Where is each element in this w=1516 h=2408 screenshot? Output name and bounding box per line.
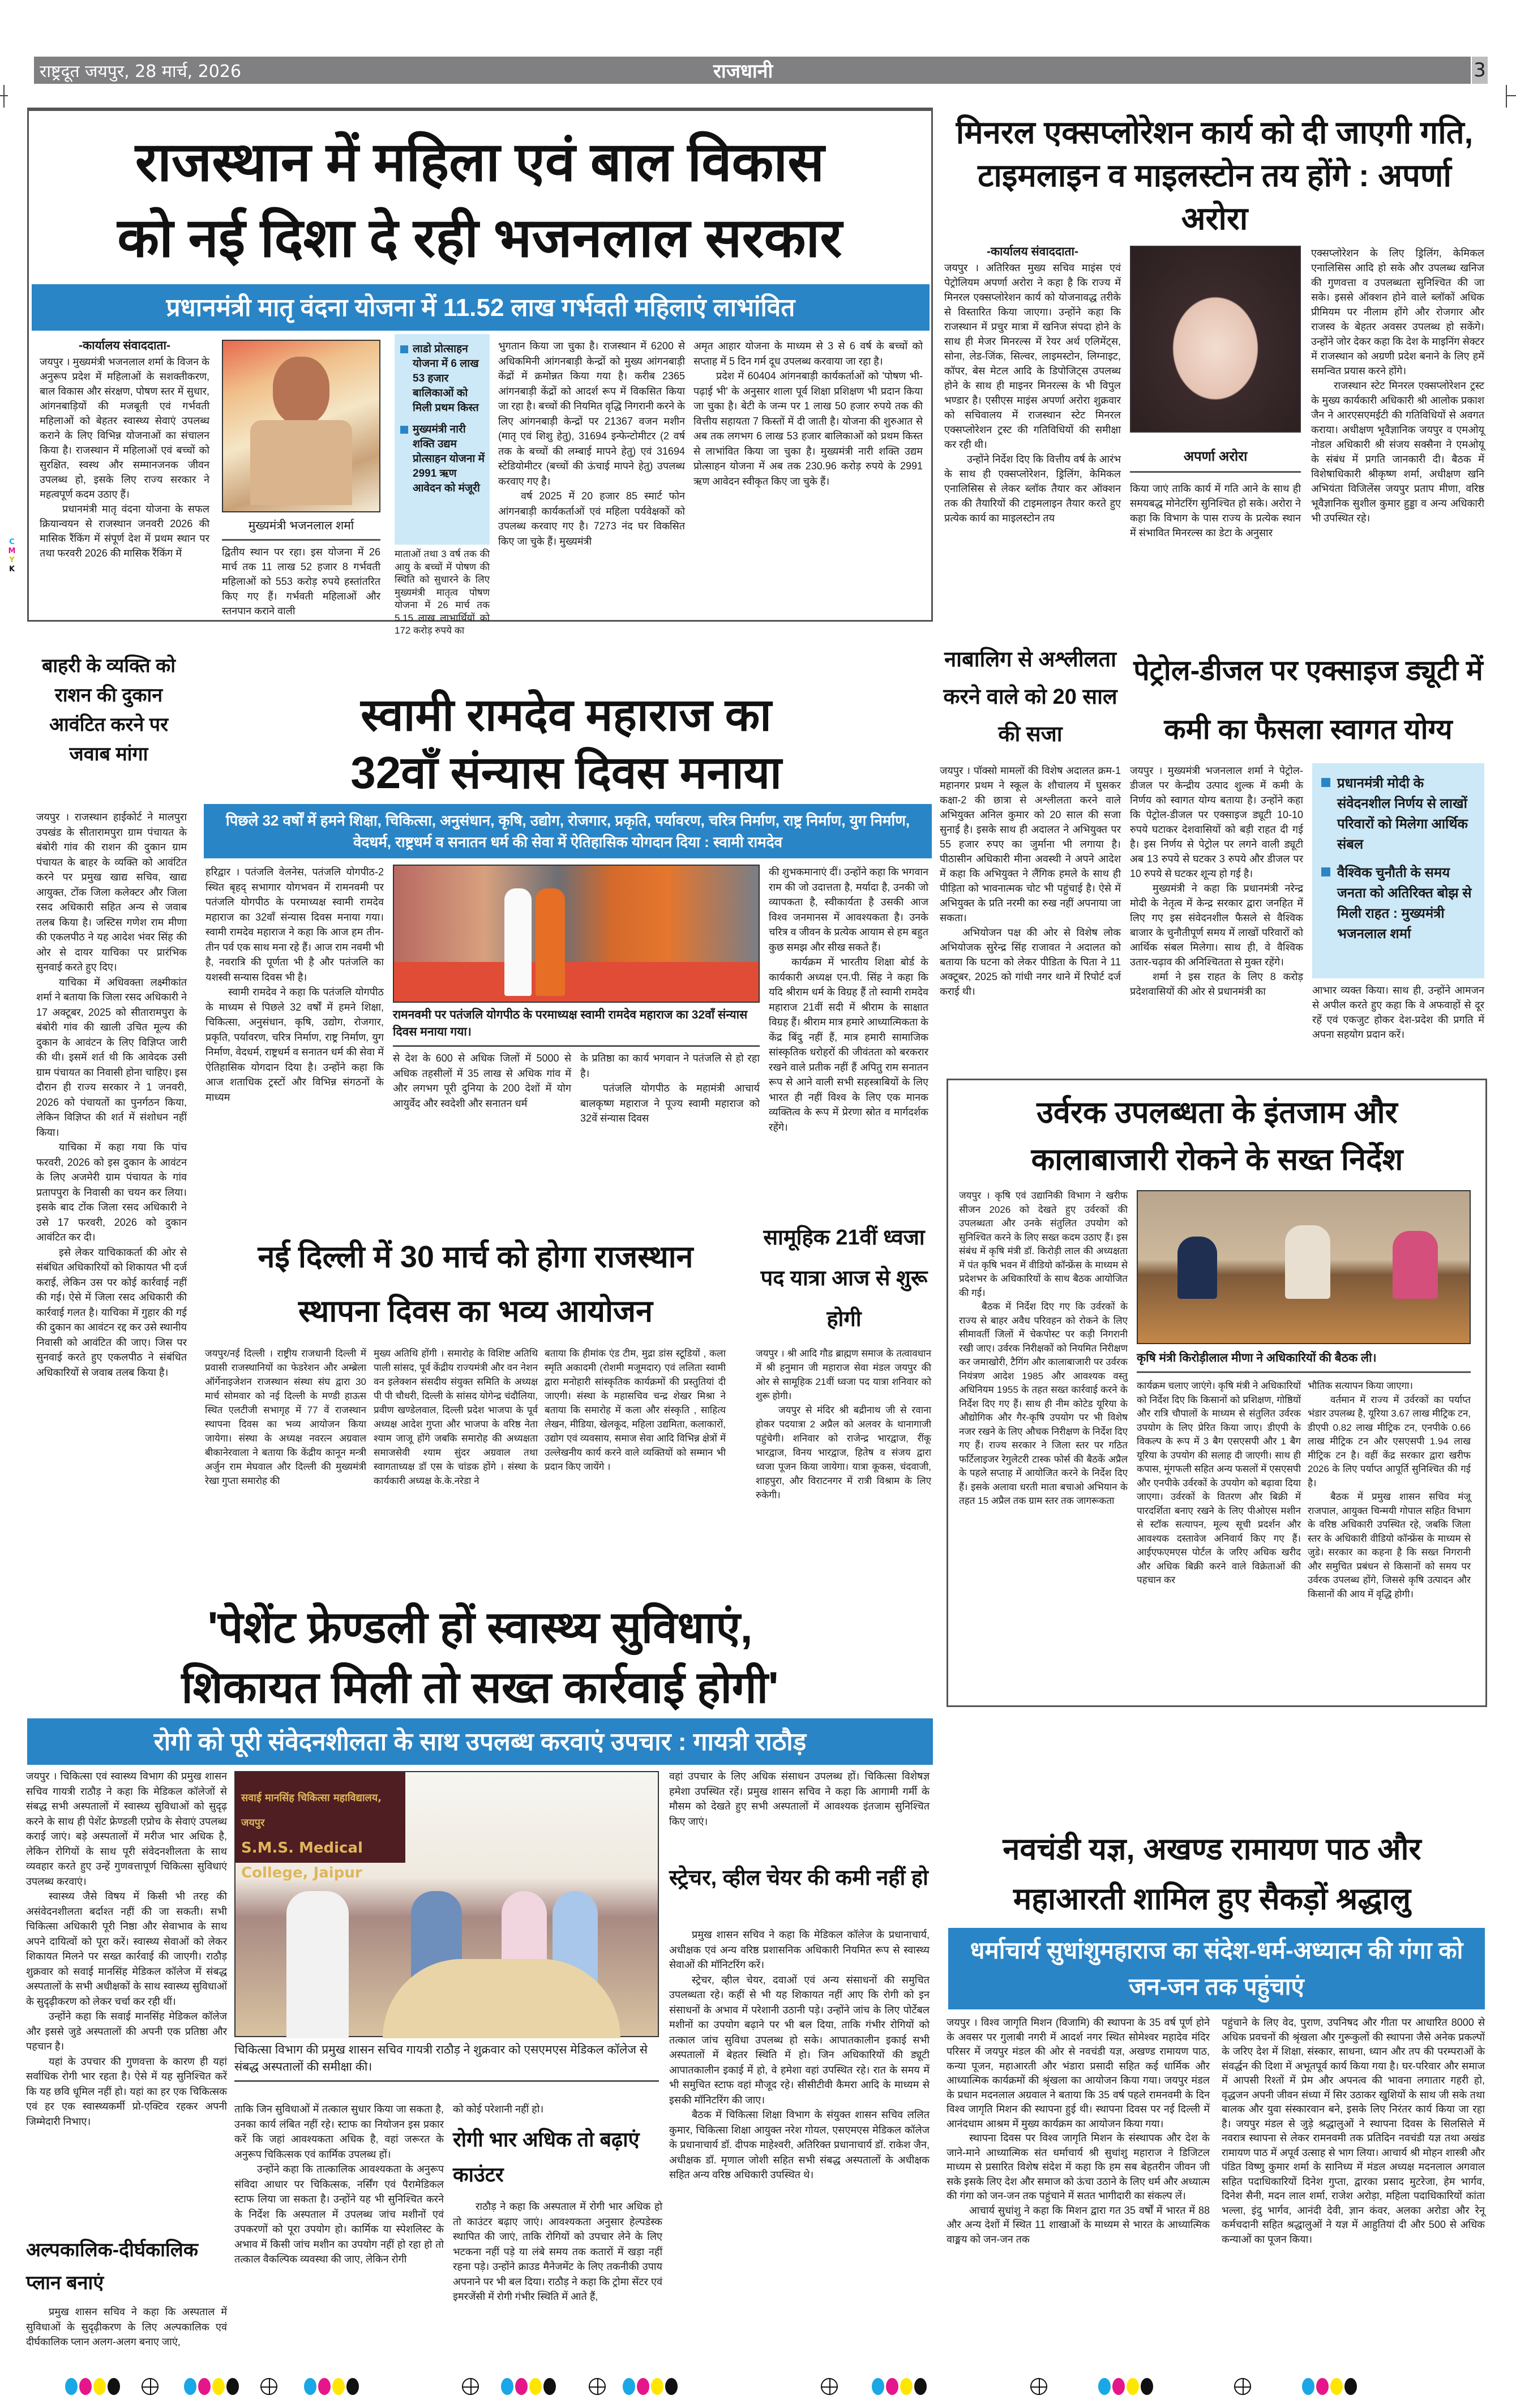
cmyk-black-dot	[1344, 2378, 1357, 2395]
cmyk-black-dot	[543, 2378, 556, 2395]
paragraph: आभार व्यक्त किया। साथ ही, उन्होंने आमजन से अपील करते हुए कहा कि वे अफवाहों से दूर रहें एवं एकजुट होकर देश-प्रदेश की प्रगति में अपना सहयोग प्रदान करें।	[1312, 985, 1484, 1040]
story-excise-col1	[1130, 763, 1303, 1072]
photo-figure	[536, 888, 565, 996]
story-health-col2	[234, 2102, 444, 2361]
paragraph: मुख्यमंत्री ने कहा कि प्रधानमंत्री नरेन्द्र मोदी के नेतृत्व में केन्द्र सरकार द्वारा जनहित में लिए गए इस संवेदनशील फैसले से वैश्विक बाजार के चुनौतीपूर्ण समय में लाखों परिवारों को आर्थिक संबल मिलेगा। साथ ही, वे वैश्विक उतार-चढ़ाव की अनिश्चितता से मुक्त रहेंगे।	[1130, 883, 1303, 968]
story-fertilizer-headline-1: उर्वरक उपलब्धता के इंतजाम और	[1037, 1096, 1398, 1130]
story-wcd-col2	[222, 545, 380, 617]
bullet-square-icon	[1321, 867, 1330, 876]
paragraph: जयपुर । श्री आदि गौड ब्राह्मण समाज के तत्वावधान में श्री हनुमान जी महाराज सेवा मंडल जयपुर की ओर से सामूहिक 21वीं ध्वजा पद यात्रा शनिवार को शुरू होगी।	[756, 1348, 931, 1401]
cmyk-label-m: M	[8, 547, 16, 555]
paragraph: जयपुर । राजस्थान हाईकोर्ट ने मालपुरा उपखंड के सीतारामपुरा ग्राम पंचायत के बंबोरी गांव की राशन की दुकान ग्राम पंचायत के बाहर के व्यक्ति को आवंटित करने पर प्रमुख खाद्य सचिव, खाद्य आयुक्त, टोंक जिला कलेक्टर और जिला रसद अधिकारी सहित अन्य से जवाब तलब किया है। जस्टिस गणेश राम मीणा की एकलपीठ ने यह आदेश भंवर सिंह की ओर से दायर याचिका पर प्रारंभिक सुनवाई करते हुए दिए।	[36, 811, 187, 973]
registration-mark	[1506, 95, 1516, 96]
paragraph: ताकि जिन सुविधाओं में तत्काल सुधार किया जा सकता है, उनका कार्य लंबित नहीं रहे। स्टाफ का नियोजन इस प्रकार करें कि जहां आवश्यकता अधिक है, वहां जरूरत के अनुरूप चिकित्सक एवं कार्मिक उपलब्ध हों।	[234, 2103, 444, 2160]
registration-crosshair-icon	[142, 2378, 159, 2395]
cmyk-yellow-dot	[651, 2378, 663, 2395]
registration-crosshair-icon	[1030, 2378, 1047, 2395]
cmyk-black-dot	[1141, 2378, 1153, 2395]
highlight-item: प्रधानमंत्री मोदी के संवेदनशील निर्णय से लाखों परिवारों को मिलेगा आर्थिक संबल	[1321, 773, 1478, 855]
paragraph: वर्तमान में राज्य में उर्वरकों का पर्याप्त भंडार उपलब्ध है, यूरिया 3.67 लाख मीट्रिक टन, डीएपी 0.82 लाख मीट्रिक टन, एनपीके 0.66 लाख मीट्रिक टन और एसएसपी 1.94 लाख मीट्रिक टन है। वहीं केंद्र सरकार द्वारा खरीफ 2026 के लिए पर्याप्त आपूर्ति सुनिश्चित की गई है।	[1308, 1394, 1471, 1489]
story-health-subhead-2: अल्पकालिक-दीर्घकालिक प्लान बनाएं	[26, 2239, 198, 2294]
cmyk-cyan-dot	[65, 2378, 78, 2395]
story-fertilizer-col2	[1137, 1379, 1301, 1697]
story-delhi-headline-2: स्थापना दिवस का भव्य आयोजन	[298, 1294, 653, 1328]
paragraph: हरिद्वार । पतंजलि वेलनेस, पतंजलि योगपीठ-2 स्थित बृहद् सभागार योगभवन में रामनवमी पर पतंजलि योगपीठ के परमाध्यक्ष स्वामी रामदेव महाराज का 32वाँ संन्यास दिवस मनाया गया। स्वामी रामदेव महाराज ने कहा कि आज हम तीन-तीन पर्व एक साथ मना रहे हैं। आज राम नवमी भी है, नवरात्रि की पूर्णता भी है और पतंजलि का यशस्वी सन्यास दिवस भी है।	[205, 866, 384, 983]
story-health-headline-2: शिकायत मिली तो सख्त कार्रवाई होगी'	[181, 1662, 779, 1712]
cmyk-label-c: C	[9, 538, 15, 546]
cmyk-magenta-dot	[1316, 2378, 1329, 2395]
cmyk-magenta-dot	[198, 2378, 211, 2395]
page-header-bar	[34, 57, 1471, 84]
paragraph: किया जाएं ताकि कार्य में गति आने के साथ ही समयबद्ध मोनेटरिंग सुनिश्चित हो सके। अरोरा ने कहा कि विभाग के पास राज्य के प्रत्येक स्थान में संभावित मिनरल्स का डेटा के अनुसार	[1130, 483, 1301, 538]
cmyk-cyan-dot	[304, 2378, 316, 2395]
story-mineral-col3	[1311, 246, 1484, 619]
paragraph: द्वितीय स्थान पर रहा। इस योजना में 26 मार्च तक 11 लाख 52 हजार 8 गर्भवती महिलाओं को 553 करोड़ रुपये हस्तांतरित किए गए हैं। गर्भवती महिलाओं और स्तनपान कराने वाली	[222, 546, 380, 617]
paragraph: जयपुर । पॉक्सो मामलों की विशेष अदालत क्रम-1 महानगर प्रथम ने स्कूल के शौचालय में घुसकर कक्षा-2 की छात्रा से अश्लीलता करने वाले अभियुक्त अनिल कुमार को 20 साल की सजा सुनाई है। इसके साथ ही अदालत ने अभियुक्त पर 55 हजार रुपए का जुर्माना भी लगाया है। पीठासीन अधिकारी मीना अवस्थी ने अपने आदेश में कहा कि अभियुक्त ने लैंगिक हमले के साथ ही पीड़िता को भावनात्मक चोट भी पहुंचाई है। ऐसे में अभियुक्त के प्रति नरमी का रुख नहीं अपनाया जा सकता।	[940, 765, 1121, 923]
story-excise-col2	[1312, 983, 1484, 1072]
paragraph: यहां के उपचार की गुणवत्ता के कारण ही यहां सर्वाधिक रोगी भार रहता है। ऐसे में यह सुनिश्चित करें कि यह छवि धूमिल नहीं हो। यहां का हर एक चिकित्सक एवं हर एक स्वास्थ्यकर्मी प्रो-एक्टिव रहकर अपनी जिम्मेदारी निभाए।	[26, 2055, 227, 2127]
photo-figure	[273, 357, 329, 425]
story-ration-body	[36, 810, 187, 1608]
story-fertilizer-headline-2: कालाबाजारी रोकने के सख्त निर्देश	[1031, 1143, 1403, 1177]
story-wcd-subhead: प्रधानमंत्री मातृ वंदना योजना में 11.52 लाख गर्भवती महिलाएं लाभांवित	[32, 284, 930, 331]
cmyk-cyan-dot	[501, 2378, 513, 2395]
cmyk-yellow-dot	[529, 2378, 542, 2395]
story-wcd-col5	[693, 339, 923, 613]
paragraph: जयपुर । कृषि एवं उद्यानिकी विभाग ने खरीफ सीजन 2026 को देखते हुए उर्वरकों की उपलब्धता और उनके संतुलित उपयोग को सुनिश्चित करने के लिए सख्त कदम उठाए हैं। इस संबंध में कृषि मंत्री डॉ. किरोड़ी लाल की अध्यक्षता में पंत कृषि भवन में वीडियो कॉन्फ्रेंस के माध्यम से प्रदेशभर के अधिकारियों के साथ बैठक आयोजित की गई।	[959, 1190, 1128, 1298]
bullet-square-icon	[400, 426, 408, 434]
story-wcd-byline: -कार्यालय संवाददाता-	[79, 339, 170, 352]
story-ramdev-photo-caption: रामनवमी पर पतंजलि योगपीठ के परमाध्यक्ष स्वामी रामदेव महाराज का 32वाँ संन्यास दिवस मनाया गया।	[393, 1007, 760, 1047]
story-ramdev-col3	[580, 1051, 760, 1204]
cmyk-magenta-dot	[515, 2378, 528, 2395]
cmyk-black-dot	[346, 2378, 359, 2395]
cmyk-black-dot	[914, 2378, 927, 2395]
cmyk-label-k: K	[8, 565, 15, 574]
paragraph: प्रधानमंत्री मातृ वंदना योजना के सफल क्रियान्वयन से राजस्थान जनवरी 2026 की मासिक रैंकिंग में संपूर्ण देश में प्रथम स्थान पर तथा फरवरी 2026 की मासिक रैंकिंग में	[40, 503, 209, 559]
cmyk-yellow-dot	[900, 2378, 913, 2395]
story-health-photo-caption: चिकित्सा विभाग की प्रमुख शासन सचिव गायत्री राठौड़ ने शुक्रवार को एसएमएस मेडिकल कॉलेज से संबद्ध अस्पतालों की समीक्षा की।	[234, 2042, 659, 2082]
paragraph: उन्होंने कहा कि सवाई मानसिंह मेडिकल कॉलेज और इससे जुडे अस्पतालों की अपनी एक प्रतिष्ठा और पहचान है।	[26, 2011, 227, 2052]
paragraph: अभियोजन पक्ष की ओर से विशेष लोक अभियोजक सुरेन्द्र सिंह राजावत ने अदालत को बताया कि घटना को लेकर पीडिता के पिता ने 11 अक्टूबर, 2025 को गांधी नगर थाने में रिपोर्ट दर्ज कराई थी।	[940, 927, 1121, 997]
story-mineral-col2	[1130, 481, 1301, 617]
photo-figure	[1177, 1237, 1217, 1299]
highlight-item: लाडो प्रोत्साहन योजना में 6 लाख 53 हजार बालिकाओं को मिली प्रथम किस्त	[400, 342, 485, 416]
paragraph: इसे लेकर याचिकाकर्ता की ओर से संबंधित अधिकारियों को शिकायत भी दर्ज कराई, लेकिन उस पर कोई कार्रवाई नहीं की गई। ऐसे में जिला रसद अधिकारी की कार्रवाई गलत है। याचिका में गुहार की गई की दुकान का आवंटन रद्द कर उसे स्थानीय निवासी को आवंटित की जाए। जिस पर सुनवाई करते हुए एकलपीठ ने संबंधित अधिकारियों से जवाब तलब किया है।	[36, 1246, 187, 1378]
registration-mark	[3, 85, 5, 108]
cmyk-cyan-dot	[623, 2378, 635, 2395]
story-wcd-headline-1: राजस्थान में महिला एवं बाल विकास	[135, 132, 825, 193]
cmyk-yellow-dot	[212, 2378, 225, 2395]
paragraph: के प्रतिष्ठा का कार्य भगवान ने पतंजलि से हो रहा है।	[580, 1053, 760, 1079]
story-health-col3b	[453, 2199, 662, 2361]
header-section: राजधानी	[713, 60, 773, 83]
story-fertilizer-photo-caption: कृषि मंत्री किरोड़ीलाल मीणा ने अधिकारियों की बैठक ली।	[1137, 1350, 1471, 1373]
story-ramdev-col4	[769, 865, 928, 1204]
paragraph: प्रदेश में 60404 आंगनबाड़ी कार्यकर्ताओं को 'पोषण भी-पढ़ाई भी' के अनुसार शाला पूर्व शिक्षा प्रशिक्षण भी प्रदान किया जा चुका है। बेटी के जन्म पर 1 लाख 50 हजार रुपये तक की वित्तीय सहायता 7 किस्तों में दी जाती है। योजना की शुरुआत से अब तक लगभग 6 लाख 53 हजार बालिकाओं को प्रथम किस्त से लाभांवित किया जा चुका है। मुख्यमंत्री नारी शक्ति उद्यम प्रोत्साहन योजना में अब तक 230.96 करोड़ रुपये के 2991 ऋण आवेदन स्वीकृत किए जा चुके हैं।	[693, 370, 923, 487]
registration-crosshair-icon	[821, 2378, 838, 2395]
photo-aparna-arora	[1130, 246, 1301, 433]
cmyk-magenta-dot	[886, 2378, 898, 2395]
paragraph: स्थापना दिवस पर विश्व जागृति मिशन के संस्थापक और देश के जाने-माने आध्यात्मिक संत धर्माचार्य श्री सुधांशु महाराज ने डिजिटल माध्यम से प्रसारित विशेष संदेश में कहा कि हम सब बेहतरीन जीवन जी सके इसके लिए देश और समाज को ऊंचा उठाने के लिए धर्म और अध्यात्म की गंगा को जन-जन तक पहुंचाने में सतत भागीदारी का संकल्प लें।	[947, 2132, 1210, 2201]
cmyk-black-dot	[108, 2378, 120, 2395]
paragraph: पतंजलि योगपीठ के महामंत्री आचार्य बालकृष्ण महाराज ने पूज्य स्वामी महाराज को 32वें संन्यास दिवस	[580, 1083, 760, 1124]
cmyk-cyan-dot	[872, 2378, 884, 2395]
story-mineral-col1	[944, 245, 1121, 618]
story-wcd-photo-caption: मुख्यमंत्री भजनलाल शर्मा	[222, 517, 380, 541]
story-ration-headline: बाहरी के व्यक्ति को राशन की दुकान आवंटित करने पर जवाब मांगा	[41, 655, 176, 765]
story-navchandi-headline-2: महाआरती शामिल हुए सैकड़ों श्रद्धालु	[1013, 1882, 1411, 1916]
paragraph: से देश के 600 से अधिक जिलों में 5000 से अधिक तहसीलों में 35 लाख से अधिक गांव में और लगभग पूरी दुनिया के 200 देशों में योग आयुर्वेद और स्वदेशी और सनातन धर्म	[393, 1053, 571, 1109]
cmyk-yellow-dot	[332, 2378, 345, 2395]
story-fertilizer-col1	[959, 1189, 1128, 1697]
paragraph: मुख्य अतिथि होंगी । समारोह के विशिष्ट अतिथि पाली सांसद, पूर्व केंद्रीय राज्यमंत्री और वन नेशन वन इलेक्शन संसदीय संयुक्त समिति के अध्यक्ष पी पी चौधरी, दिल्ली के सांसद योगेन्द्र चंदौलिया, प्रवीण खण्डेलवाल, दिल्ली प्रदेश भाजपा के पूर्व अध्यक्ष आदेश गुप्ता और भाजपा के वरिष्ठ नेता श्याम जाजू होंगे जबकि समारोह की अध्यक्षता समाजसेवी श्याम सुंदर अग्रवाल तथा स्वागताध्यक्ष डॉ एस के चांडक होंगे । संस्था के कार्यकारी अध्यक्ष के.के.नरेडा ने	[374, 1348, 538, 1486]
cmyk-side-label	[8, 538, 16, 574]
story-ramdev-subhead: पिछले 32 वर्षों में हमने शिक्षा, चिकित्सा, अनुसंधान, कृषि, उद्योग, रोजगार, प्रकृति, पर्यावरण, चरित्र निर्माण, राष्ट्र निर्माण, युग निर्माण, वेदधर्म, राष्ट्रधर्म व सनातन धर्म की सेवा में ऐतिहासिक योगदान दिया : स्वामी रामदेव	[204, 804, 932, 858]
paragraph: राठौड़ ने कहा कि अस्पताल में रोगी भार अधिक हो तो काउंटर बढ़ाए जाएं। आवश्यकता अनुसार हेल्पडेस्क स्थापित की जाएं, ताकि रोगियों को उपचार लेने के लिए भटकना नहीं पड़े या लंबे समय तक कतारों में खड़ा नहीं रहना पड़े। उन्होंने क्राउड मैनेजमेंट के लिए तकनीकी उपाय अपनाने पर भी बल दिया। राठौड़ ने कहा कि ट्रोमा सेंटर एवं इमरजेंसी में रोगी गंभीर स्थिति में आते हैं,	[453, 2201, 662, 2302]
paragraph: आचार्य सुधांशु ने कहा कि मिशन द्वारा गत 35 वर्षों में भारत में 88 और अन्य देशों में स्थित 11 शाखाओं के माध्यम से भारत के आध्यात्मिक वाङ्मय को जन-जन तक	[947, 2204, 1210, 2245]
paragraph: प्रमुख शासन सचिव ने कहा कि अस्पताल में सुविधाओं के सुदृढ़ीकरण के लिए अल्पकालिक एवं दीर्घकालिक प्लान अलग-अलग बनाए जाएं,	[26, 2306, 227, 2347]
paragraph: बैठक में चिकित्सा शिक्षा विभाग के संयुक्त शासन सचिव ललित कुमार, चिकित्सा शिक्षा आयुक्त नरेश गोयल, एसएमएस मेडिकल कॉलेज के प्रधानाचार्य डॉ. दीपक माहेश्वरी, अतिरिक्त प्रधानाचार्य डॉ. राकेश जैन, अधीक्षक डॉ. मृणाल जोशी सहित सभी संबद्ध अस्पतालों के अधीक्षक सहित अन्य वरिष्ठ अधिकारी उपस्थित थे।	[669, 2109, 930, 2180]
cmyk-label-y: Y	[9, 556, 15, 564]
photo-stage	[394, 962, 759, 1002]
paragraph: वर्ष 2025 में 20 हजार 85 स्मार्ट फोन आंगनबाड़ी कार्यकर्ताओं एवं महिला पर्यवेक्षकों को उपलब्ध करवाए गए है। 7273 नंद घर विकसित किए जा चुके हैं। मुख्यमंत्री	[498, 490, 685, 547]
story-health-subhead-4: रोगी भार अधिक तो बढ़ाएं काउंटर	[453, 2128, 640, 2186]
story-navchandi-subhead: धर्माचार्य सुधांशुमहाराज का संदेश-धर्म-अध्यात्म की गंगा को जन-जन तक पहुंचाएं	[948, 1928, 1485, 2009]
paragraph: स्वामी रामदेव ने कहा कि पतंजलि योगपीठ के माध्यम से पिछले 32 वर्षों में हमने शिक्षा, चिकित्सा, अनुसंधान, कृषि, उद्योग, रोजगार, प्रकृति, पर्यावरण, चरित्र निर्माण, राष्ट्र निर्माण, युग निर्माण, वेदधर्म, राष्ट्रधर्म व सनातन धर्म की सेवा में ऐतिहासिक योगदान दिया है। उन्होंने कहा कि आज शताधिक ट्रस्टों और विभिन्न संगठनों के माध्यम	[205, 986, 384, 1103]
story-delhi-col1	[205, 1346, 366, 1596]
paragraph: को कोई परेशानी नहीं हो।	[453, 2103, 544, 2115]
story-mineral-byline: -कार्यालय संवाददाता-	[987, 245, 1078, 258]
story-navchandi-col2	[1222, 2016, 1485, 2361]
photo-figure	[250, 420, 352, 505]
story-pocso-headline: नाबालिग से अश्लीलता करने वाले को 20 साल की सजा	[943, 648, 1117, 746]
print-marks-strip	[0, 2369, 1516, 2403]
story-dhwaja-headline: सामूहिक 21वीं ध्वजा पद यात्रा आज से शुरू होगी	[760, 1226, 928, 1331]
story-mineral-photo-caption: अपर्णा अरोरा	[1130, 447, 1301, 473]
story-dhwaja-body	[756, 1346, 931, 1596]
bullet-square-icon	[1321, 778, 1330, 787]
photo-sign-board	[235, 1772, 405, 1881]
story-wcd-highlights	[395, 334, 490, 545]
story-health-col1b	[26, 2304, 227, 2361]
paragraph: स्ट्रेचर, व्हील चेयर, दवाओं एवं अन्य संसाधनों की समुचित उपलब्धता रहे। कहीं से भी यह शिकायत नहीं आए कि रोगी को इन संसाधनों के अभाव में परेशानी उठानी पड़े। उन्होंने जांच के लिए पोर्टेबल मशीनों का उपयोग बढ़ाने पर भी बल दिया, ताकि गंभीर रोगियों को तत्काल जांच सुविधा उपलब्ध हो सके। आपातकालीन इकाई सभी अस्पतालों में बेहतर स्थिति में हो। जिन अधिकारियों की ड्यूटी आपातकालीन इकाई में हो, वे हमेशा वहां उपस्थित रहे। रात के समय में भी समुचित स्टाफ वहां मौजूद रहे। सीसीटीवी कैमरा आदि के माध्यम से इसकी मॉनिटरिंग की जाए।	[669, 1974, 930, 2106]
photo-figure	[1285, 1225, 1330, 1299]
photo-fertilizer-meeting	[1137, 1190, 1471, 1344]
cmyk-cyan-dot	[1098, 2378, 1111, 2395]
highlight-item: वैश्विक चुनौती के समय जनता को अतिरिक्त बोझ से मिली राहत : मुख्यमंत्री भजनलाल शर्मा	[1321, 863, 1478, 944]
story-health-col4b	[669, 1927, 930, 2361]
story-ramdev-headline-2: 32वाँ संन्यास दिवस मनाया	[350, 747, 782, 798]
story-fertilizer-col3	[1308, 1379, 1471, 1697]
highlight-item: मुख्यमंत्री नारी शक्ति उद्यम प्रोत्साहन योजना में 2991 ऋण आवेदन को मंजूरी	[400, 422, 485, 496]
story-excise-headline: पेट्रोल-डीजल पर एक्साइज ड्यूटी में कमी का फैसला स्वागत योग्य	[1133, 655, 1483, 745]
paragraph: एक्सप्लोरेशन के लिए ड्रिलिंग, केमिकल एनालिसिस आदि हो सके और उपलब्ध खनिज की गुणवत्ता व उपलब्धता सुनिश्चित की जा सके। इससे ऑक्शन होने वाले ब्लॉकों अधिक प्रीमियम पर नीलाम होंगे और रोजगार और राजस्व के बेहतर अवसर उपलब्ध हो सकेंगे। उन्होंने जोर देकर कहा कि देश के माइनिंग सेक्टर में राजस्थान को अग्रणी प्रदेश बनाने के लिए हमें समन्वित प्रयास करने होंगे।	[1311, 247, 1484, 377]
story-wcd-col4	[498, 339, 685, 613]
sign-text-english: S.M.S. Medical College, Jaipur	[241, 1840, 363, 1881]
cmyk-yellow-dot	[93, 2378, 106, 2395]
cmyk-black-dot	[665, 2378, 678, 2395]
paragraph: जयपुर/नई दिल्ली । राष्ट्रीय राजधानी दिल्ली में प्रवासी राजस्थानियों का फेडरेशन और अम्ब्रेला ऑर्गेनाइजेशन राजस्थान संस्था संघ द्वारा 30 मार्च सोमवार को नई दिल्ली के मण्डी हाऊस स्थित एलटीजी सभागृह में 77 वें राजस्थान स्थापना दिवस का भव्य आयोजन किया जायेगा। संस्था के अध्यक्ष नवरत्न अग्रवाल बीकानेरवाला ने बताया कि केंद्रीय कानून मन्त्री अर्जुन राम मेघवाल और दिल्ली की मुख्यमंत्री रेखा गुप्ता समारोह की	[205, 1348, 366, 1486]
cmyk-magenta-dot	[1112, 2378, 1125, 2395]
paragraph: जयपुर । मुख्यमंत्री भजनलाल शर्मा ने पेट्रोल-डीजल पर केन्द्रीय उत्पाद शुल्क में कमी के निर्णय को स्वागत योग्य बताया है। उन्होंने कहा कि पेट्रोल-डीजल पर एक्साइज ड्यूटी 10-10 रुपये घटाकर देशवासियों को बड़ी राहत दी गई है। इस निर्णय से पेट्रोल पर लगने वाली ड्यूटी अब 13 रुपये से घटकर 3 रुपये और डीजल पर 10 रुपये से घटकर शून्य हो गई है।	[1130, 765, 1303, 879]
header-date: राष्ट्रदूत जयपुर, 28 मार्च, 2026	[40, 61, 242, 82]
story-wcd-headline-2: को नई दिशा दे रही भजनलाल सरकार	[117, 208, 842, 268]
story-delhi-col3	[545, 1346, 726, 1596]
registration-mark	[1506, 85, 1507, 108]
story-health-subhead: रोगी को पूरी संवेदनशीलता के साथ उपलब्ध करवाएं उपचार : गायत्री राठौड़	[27, 1718, 933, 1765]
paragraph: की शुभकमानाएं दीं। उन्होंने कहा कि भगवान राम की जो उदात्तता है, मर्यादा है, उनकी जो व्यापकता है, स्वीकार्यता है उसकी आज विश्व जनमानस में आवश्यकता है। उनके चरित्र व जीवन के प्रत्येक आयाम से हम बहुत कुछ समझ और सीख सकते हैं।	[769, 866, 928, 953]
sign-text-hindi: सवाई मानसिंह चिकित्सा महाविद्यालय, जयपुर	[241, 1792, 382, 1829]
paragraph: जयपुर । अतिरिक्त मुख्य सचिव माइंस एवं पेट्रोलियम अपर्णा अरोरा ने कहा है कि राज्य में मिनरल एक्सप्लोरेशन कार्य को योजनावद्ध तरीके से विस्तारित किया जाएगा। उन्होंने कहा कि राजस्थान में प्रचुर मात्रा में खनिज संपदा होने के साथ ही मेजर मिनरल्स में रेयर अर्थ एलिमेंट्स, सोना, लेड-जिंक, सिल्वर, लाइमस्टोन, लिग्नाइट, कॉपर, बेस मेटल आदि के डिपोजिट्स उपलब्ध होने के साथ ही माइनर मिनरल्स के भी विपुल भण्डार है। एसीएस माइंस अपर्णा अरोरा शुक्रवार को सचिवालय में राजस्थान स्टेट मिनरल एक्सप्लोरेशन ट्रस्ट की गतिविधियों की समीक्षा कर रही थी।	[944, 262, 1121, 450]
paragraph: याचिका में अधिवक्ता लक्ष्मीकांत शर्मा ने बताया कि जिला रसद अधिकारी ने 17 अक्टूबर, 2025 को सीतारामपुरा के बंबोरी गांव की खाली उचित मूल्य की दुकान के आवंटन के लिए विज्ञिप्त जारी की थी। इसमें शर्त थी कि आवेदक उसी ग्राम पंचायत का निवासी होना चाहिए। इस दौरान ही राज्य सरकार ने 1 जनवरी, 2026 को पंचायतों का पुनर्गठन किया, लेकिन विज्ञिप्त की शर्त में संशोधन नहीं किया।	[36, 976, 187, 1138]
photo-figure	[1393, 1231, 1438, 1299]
story-mineral-headline: मिनरल एक्सप्लोरेशन कार्य को दी जाएगी गति, टाइमलाइन व माइलस्टोन तय होंगे : अपर्णा अरोरा	[956, 114, 1474, 236]
cmyk-black-dot	[226, 2378, 239, 2395]
story-navchandi-col1	[947, 2016, 1210, 2361]
cmyk-cyan-dot	[184, 2378, 196, 2395]
cmyk-yellow-dot	[1127, 2378, 1139, 2395]
registration-mark	[0, 95, 8, 96]
paragraph: माताओं तथा 3 वर्ष तक की आयु के बच्चों में पोषण की स्थिति को सुधारने के लिए मुख्यमंत्री मातृत्व पोषण योजना में 26 मार्च तक 5.15 लाख लाभार्थियों को 172 करोड़ रुपये का	[395, 549, 490, 636]
story-ramdev-headline-1: स्वामी रामदेव महाराज का	[361, 690, 772, 740]
story-navchandi-headline-1: नवचंडी यज्ञ, अखण्ड रामायण पाठ और	[1003, 1832, 1421, 1866]
paragraph: बैठक में प्रमुख शासन सचिव मंजू राजपाल, आयुक्त चिन्मयी गोपाल सहित विभाग के वरिष्ठ अधिकारी उपस्थित रहे, जबकि जिला स्तर के अधिकारी वीडियो कॉन्फ्रेंस के माध्यम से जुडे। सरकार का कहना है कि सख्त निगरानी और समुचित प्रबंधन से किसानों को समय पर उर्वरक उपलब्ध होंगे, जिससे कृषि उत्पादन और किसानों की आय में वृद्धि होगी।	[1308, 1491, 1471, 1599]
story-wcd-col3	[395, 548, 490, 636]
photo-ramdev-event	[393, 865, 760, 1003]
story-ramdev-col1	[205, 865, 384, 1203]
paragraph: कार्यक्रम चलाए जाएंगे। कृषि मंत्री ने अधिकारियों को निर्देश दिए कि किसानों को प्रशिक्षण, गोष्ठियों और रात्रि चौपालों के माध्यम से संतुलित उर्वरक उपयोग के लिए प्रेरित किया जाए। डीएपी के विकल्प के रूप में 3 बैग एसएसपी और 1 बैग यूरिया के उपयोग की सलाह दी जाएगी। साथ ही कपास, मूंगफली सहित अन्य फसलों में एसएसपी और एनपीके उर्वरकों के उपयोग को बढ़ावा दिया जाएगा। उर्वरकों के वितरण और बिक्री में पारदर्शिता बनाए रखने के लिए पीओएस मशीन से स्टॉक सत्यापन, मूल्य सूची प्रदर्शन और आवश्यक दस्तावेज अनिवार्य किए गए हैं। आईएफएमएस पोर्टल के जरिए अधिक खरीद और अधिक बिक्री करने वाले विक्रेताओं की पहचान कर	[1137, 1380, 1301, 1585]
paragraph: स्वास्थ्य जैसे विषय में किसी भी तरह की असंवेदनशीलता बर्दाश्त नहीं की जा सकती। सभी चिकित्सा अधिकारी पूरी निष्ठा और सेवाभाव के साथ अपने दायित्वों को पूरा करें। स्वास्थ्य सेवाओं को लेकर शिकायत मिलने पर सख्त कार्रवाई की जाएगी। राठौड़ शुक्रवार को सवाई मानसिंह मेडिकल कॉलेज में संबद्ध अस्पतालों के सभी अधीक्षकों के साथ स्वास्थ्य सुविधाओं के सुदृढ़ीकरण को लेकर चर्चा कर रही थीं।	[26, 1891, 227, 2007]
cmyk-cyan-dot	[1302, 2378, 1314, 2395]
story-ramdev-col2	[393, 1051, 571, 1204]
story-health-headline-1: 'पेशेंट फ्रेण्डली हों स्वास्थ्य सुविधाएं,	[207, 1602, 753, 1652]
paragraph: जयपुर से मंदिर श्री बद्रीनाथ जी से रवाना होकर पदयात्रा 2 अप्रैल को अलवर के थानागाजी पहुंचेगी। शनिवार को राजेन्द्र भारद्वाज, रींकू भारद्वाज, विनय भारद्वाज, हितेष व संजय द्वारा ध्वजा पूजन किया जायेगा। यात्रा कूकस, चंदवाजी, शाहपुरा, और विराटनगर में रात्री विश्राम के लिए रुकेगी।	[756, 1405, 931, 1500]
story-excise-highlights	[1312, 763, 1484, 978]
story-delhi-headline-1: नई दिल्ली में 30 मार्च को होगा राजस्थान	[258, 1240, 693, 1274]
registration-crosshair-icon	[462, 2378, 479, 2395]
paragraph: उन्होंने निर्देश दिए कि वित्तीय वर्ष के आरंभ के साथ ही एक्सप्लोरेशन, ड्रिलिंग, केमिकल एनालिसिस से लेकर ब्लॉक तैयार कर ऑक्शन तक की तैयारियों की टाइमलाइन तैयार करते हुए प्रत्येक कार्य का माइलस्टोन तय	[944, 454, 1121, 524]
paragraph: उन्होंने कहा कि तात्कालिक आवश्यकता के अनुरूप संविदा आधार पर चिकित्सक, नर्सिंग एवं पैरामेडिकल स्टाफ लिया जा सकता है। उन्होंने यह भी सुनिश्चित करने के निर्देश कि अस्पताल में उपलब्ध जांच मशीनों एवं उपकरणों को पूरा उपयोग हो। कार्मिक या स्पेशलिस्ट के अभाव में किसी जांच मशीन का उपयोग नहीं हो रहा हो तो तत्काल वैकल्पिक व्यवस्था की जाए, लेकिन रोगी	[234, 2163, 444, 2265]
paragraph: याचिका में कहा गया कि पांच फरवरी, 2026 को इस दुकान के आवंटन के लिए अजमेरी ग्राम पंचायत के गांव प्रतापपुरा के निवासी का चयन कर लिया। इसके बाद टोंक जिला रसद अधिकारी ने उसे 17 फरवरी, 2026 को दुकान आवंटित कर दी।	[36, 1141, 187, 1243]
story-health-col4	[669, 1769, 930, 1863]
paragraph: भौतिक सत्यापन किया जाएगा।	[1308, 1380, 1414, 1391]
story-pocso-body	[940, 763, 1121, 1072]
paragraph: कार्यक्रम में भारतीय शिक्षा बोर्ड के कार्यकारी अध्यक्ष एन.पी. सिंह ने कहा कि यदि श्रीराम धर्म के विग्रह हैं तो स्वामी रामदेव महाराज 21वीं सदी में श्रीराम के साक्षात विग्रह हैं। श्रीराम मात्र हमारे आध्यात्मिकता के केंद्र बिंदु नहीं हैं, मात्र हमारी सामाजिक सांस्कृतिक धरोहरों की जीवंतता को बरकरार रखने वाले प्रतीक नहीं हैं अपितु राम सनातन रूप से आने वाली सभी सहस्त्राबियों के लिए भारत ही नहीं विश्व के लिए एक मानक व्यक्तित्व के रूप में प्रेरणा स्रोत व मार्गदर्शक रहेंगे।	[769, 956, 928, 1133]
story-health-col3	[453, 2102, 662, 2119]
page-number: 3	[1472, 57, 1488, 84]
story-health-col1	[26, 1769, 227, 2231]
cmyk-yellow-dot	[1330, 2378, 1343, 2395]
registration-crosshair-icon	[1234, 2378, 1251, 2395]
story-wcd-col1	[40, 339, 209, 610]
bullet-square-icon	[400, 345, 408, 353]
paragraph: राजस्थान स्टेट मिनरल एक्सप्लोरेशन ट्रस्ट के मुख्य कार्यकारी अधिकारी श्री आलोक प्रकाश जैन ने आरएसएमईटी की गतिविधियों से अवगत कराया। अधीक्षण भूवैज्ञानिक जयपुर व एमओयू नोडल अधिकारी श्री संजय सक्सैना ने एमओयू के संबंध में प्रगति जानकारी दी। बैठक में विशेषाधिकारी श्रीकृष्ण शर्मा, अधीक्षण खनि अभियंता विजिलेंस जयपुर प्रताप मीणा, वरिष्ठ भूवैज्ञानिक सुशील कुमार हुड्डा व अन्य अधिकारी भी उपस्थित रहे।	[1311, 380, 1484, 524]
photo-figure	[504, 888, 532, 996]
paragraph: वहां उपचार के लिए अधिक संसाधन उपलब्ध हों। चिकित्सा विशेषज्ञ हमेशा उपस्थित रहें। प्रमुख शासन सचिव ने कहा कि आगामी गर्मी के मौसम को देखते हुए सभी अस्पतालों में आवश्यक इंतजाम सुनिश्चित किए जाएं।	[669, 1770, 930, 1827]
story-health-subhead-3: स्ट्रेचर, व्हील चेयर की कमी नहीं हो	[669, 1866, 928, 1890]
paragraph: बैठक में निर्देश दिए गए कि उर्वरकों के राज्य से बाहर अवैध परिवहन को रोकने के लिए सीमावर्ती जिलों में चेकपोस्ट पर कड़ी निगरानी रखी जाए। उर्वरक निरीक्षकों को नियमित निरीक्षण कर जमाखोरी, टैगिंग और कालाबाजारी पर उर्वरक नियंत्रण आदेश 1985 और आवश्यक वस्तु अधिनियम 1955 के तहत सख्त कार्रवाई करने के निर्देश दिए गए हैं। साथ ही नीम कोटेड यूरिया के औद्योगिक और गैर-कृषि उपयोग पर भी विशेष नजर रखने के लिए औचक निरीक्षण के निर्देश दिए गए हैं। राज्य सरकार ने जिला स्तर पर गठित फर्टिलाइजर रेगुलेटरी टास्क फोर्स की बैठकें अप्रैल के पहले सप्ताह में आयोजित करने के निर्देश दिए हैं। इसके अलावा धरती माता बचाओ अभियान के तहत 15 अप्रैल तक ग्राम स्तर तक जागरूकता	[959, 1301, 1128, 1506]
cmyk-magenta-dot	[318, 2378, 331, 2395]
cmyk-magenta-dot	[637, 2378, 649, 2395]
cmyk-magenta-dot	[79, 2378, 92, 2395]
paragraph: भुगतान किया जा चुका है। राजस्थान में 6200 से अधिकमिनी आंगनबाड़ी केन्द्रों को मुख्य आंगनबाड़ी केंद्रों में क्रमोन्नत किया गया है। करीब 2365 आंगनबाड़ी केंद्रों को आदर्श रूप में विकसित किया जा रहा है। बच्चों की नियमित वृद्धि निगरानी करने के लिए आंगनबाड़ी केन्द्रों पर 21367 वजन मशीन (मातृ एवं शिशु हेतु), 31694 इन्फेन्टोमीटर (2 वर्ष तक के बच्चों की लम्बाई मापने हेतु) एवं 31694 स्टेडियोमीटर (बच्चों की ऊंचाई मापने हेतु) उपलब्ध करवाए गए है।	[498, 340, 685, 487]
paragraph: जयपुर । मुख्यमंत्री भजनलाल शर्मा के विजन के अनुरूप प्रदेश में महिलाओं के सशक्तीकरण, बाल विकास और संरक्षण, पोषण स्तर में सुधार, आंगनबाड़ियों की मजबूती एवं गर्भवती महिलाओं को बेहतर स्वास्थ्य सेवाएं उपलब्ध कराने के लिए विभिन्न योजनाओं का संचालन किया है। राजस्थान में महिलाओं एवं बच्चों को सुरक्षित, स्वस्थ और सम्मानजनक जीवन उपलब्ध हो, इसके लिए राज्य सरकार ने महत्वपूर्ण कदम उठाए हैं।	[40, 356, 209, 500]
photo-sms-meeting	[234, 1771, 659, 2037]
paragraph: पहुंचाने के लिए वेद, पुराण, उपनिषद और गीता पर आधारित 8000 से अधिक प्रवचनों की श्रृंखला और गुरूकुलों की स्थापना जैसे अनेक प्रकल्पों के जरिए देश में शिक्षा, संस्कार, साधना, ध्यान और तप की परम्पराओं के संवर्द्धन की दिशा में अभूतपूर्व कार्य किया गया है। घर-परिवार और समाज में आपसी रिश्तों में प्रेम और अपनत्व की भावना लगातार गहरी हो, वृद्धजन अपनी जीवन संध्या में सिर उठाकर खुशियों के साथ जी सके तथा बालक और युवा संस्कारवान बने, इसके लिए निरंतर कार्य किया जा रहा है। जयपुर मंडल से जुड़े श्रद्धालुओं ने स्थापना दिवस के सिलसिले में नवरात्र स्थापना से लेकर रामनवमी तक प्रतिदिन नवचंडी यज्ञ तथा अखंड रामायण पाठ में अपूर्व उत्साह से भाग लिया। आचार्य श्री मोहन शास्त्री और पंडित विष्णु कुमार शर्मा के सानिध्य में मंडल अध्यक्ष मदनलाल अगवाल सहित पदाधिकारियों दिनेश गुप्ता, द्वारका प्रसाद मुटरेजा, हेम भार्गव, दिनेश सैनी, मदन लाल शर्मा, राजेश अरोड़ा, महिला पदाधिकारियों कांता भल्ला, इंदु भार्गव, आनंदी देवी, ज्ञान कंवर, अलका अरोडा और रेनू कर्मचदानी सहित श्रद्धालुओं ने यज्ञ में आहुतियां दी और 500 से अधिक कन्याओं का पूजन किया।	[1222, 2017, 1485, 2245]
registration-crosshair-icon	[589, 2378, 606, 2395]
paragraph: शर्मा ने इस राहत के लिए 8 करोड़ प्रदेशवासियों की ओर से प्रधानमंत्री का	[1130, 971, 1303, 997]
registration-crosshair-icon	[260, 2378, 277, 2395]
photo-chief-minister	[222, 340, 380, 512]
paragraph: अमृत आहार योजना के माध्यम से 3 से 6 वर्ष के बच्चों को सप्ताह में 5 दिन गर्म दूध उपलब्ध करवाया जा रहा है।	[693, 340, 923, 367]
paragraph: प्रमुख शासन सचिव ने कहा कि मेडिकल कॉलेज के प्रधानाचार्य, अधीक्षक एवं अन्य वरिष्ठ प्रशासनिक अधिकारी नियमित रूप से स्वास्थ्य सेवाओं की मॉनिटरिंग करें।	[669, 1929, 930, 1970]
paragraph: बताया कि हीमांक एंड टीम, मुद्रा डांस स्टूडियों , कला स्मृति अकादमी (रोशमी मजूमदार) एवं ललिता स्वामी द्वारा मनोहारी सांस्कृतिक कार्यक्रमों की प्रस्तुतियां दी जाएगी। संस्था के महासचिव चन्द्र शेखर मिश्रा ने बताया कि समारोह में कला और संस्कृति , साहित्य लेखन, मीडिया, खेलकूद, महिला उद्यमिता, कलाकारों, उद्योग एवं व्यवसाय, समाज सेवा आदि विभिन्न क्षेत्रों में उल्लेखनीय कार्य करने वाले व्यक्तियों को सम्मान भी प्रदान किए जायेंगे ।	[545, 1348, 726, 1472]
story-delhi-col2	[374, 1346, 538, 1596]
paragraph: जयपुर । चिकित्सा एवं स्वास्थ्य विभाग की प्रमुख शासन सचिव गायत्री राठौड़ ने कहा कि मेडिकल कॉलेजों से संबद्ध सभी अस्पतालों में स्वास्थ्य सुविधाओं को सुदृढ़ करने के साथ ही पेशेंट फ्रेण्डली एप्रोच के सेवाएं उपलब्ध कराई जाएं। बड़े अस्पतालों में मरीज भार अधिक है, लेकिन रोगियों के साथ पूरी संवेदनशीलता के साथ व्यवहार करते हुए उन्हें गुणवत्तापूर्ण चिकित्सा सुविधाएं उपलब्ध करवाएं।	[26, 1770, 227, 1887]
paragraph: जयपुर । विश्व जागृति मिशन (विजामि) की स्थापना के 35 वर्ष पूर्ण होने के अवसर पर गुलाबी नगरी में आदर्श नगर स्थित सोमेश्वर महादेव मंदिर परिसर में जयपुर मंडल की ओर से नवचंडी यज्ञ, अखण्ड रामायण पाठ, कन्या पूजन, महाआरती और भंडारा प्रसादी सहित कई धार्मिक और आध्यात्मिक कार्यक्रमों की श्रृंखला का आयोजन किया गया। जयपुर मंडल के प्रधान मदनलाल अग्रवाल ने बताया कि 35 वर्ष पहले रामनवमी के दिन विश्व जागृति मिशन की स्थापना हुई थी। स्थापना दिवस पर नई दिल्ली में आनंदधाम आश्रम में मुख्य कार्यक्रम का आयोजन किया गया।	[947, 2017, 1210, 2129]
photo-figure	[286, 1891, 349, 2038]
